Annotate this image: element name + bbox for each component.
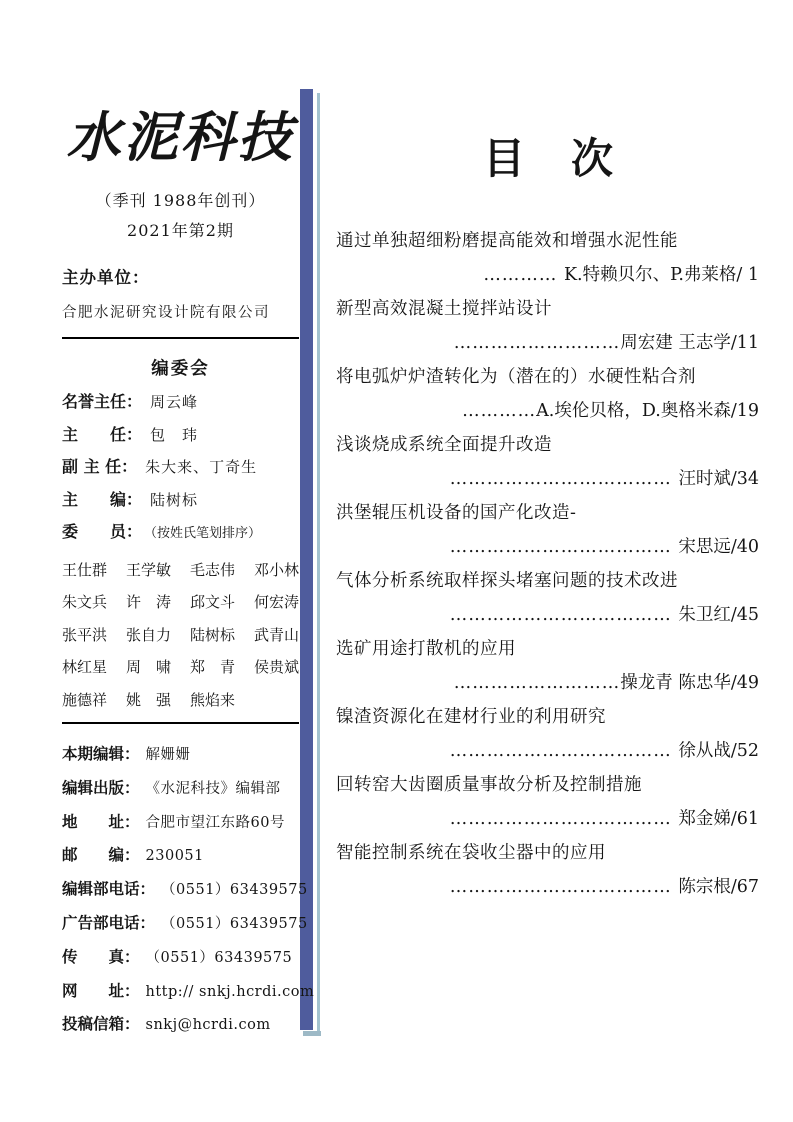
info-row-fax	[62, 941, 299, 975]
organizer-label: 主办单位：	[62, 268, 150, 287]
toc-leader-dots: ………………………………	[449, 537, 679, 557]
role-value: 朱大来、丁奇生	[145, 458, 258, 476]
info-label: 传 真：	[62, 946, 140, 966]
toc-leader-dots: ………………………………	[449, 809, 679, 829]
toc-entry-title: 选矿用途打散机的应用	[336, 639, 516, 659]
member-name-empty	[254, 684, 299, 717]
horizontal-rule-top	[62, 337, 299, 339]
toc-leader-dots: …………	[462, 401, 537, 421]
info-label: 广告部电话：	[62, 912, 156, 932]
role-value: 周云峰	[150, 393, 199, 411]
toc-leader-dots: ………………………	[453, 333, 621, 353]
toc-entry-title: 回转窑大齿圈质量事故分析及控制措施	[336, 775, 642, 795]
toc-entry-authors-page	[336, 394, 762, 428]
info-row-issue-editor	[62, 738, 299, 772]
toc-entry	[336, 836, 762, 904]
info-value: （0551）63439575	[161, 915, 308, 932]
member-name: 陆树标	[189, 625, 235, 644]
info-row-postcode	[62, 839, 299, 873]
info-value: （0551）63439575	[145, 949, 293, 966]
toc-entry	[336, 768, 762, 836]
member-name: 熊焰来	[189, 690, 235, 709]
info-row-ad-phone	[62, 907, 308, 941]
toc-entry-title: 镍渣资源化在建材行业的利用研究	[336, 707, 606, 727]
member-name: 张平洪	[62, 625, 108, 644]
toc-entry-authors-page	[336, 462, 762, 496]
role-value-note: （按姓氏笔划排序）	[144, 526, 262, 541]
info-label: 编辑出版：	[62, 777, 140, 797]
member-name: 王仕群	[62, 560, 108, 579]
role-row-chief-editor	[62, 484, 299, 517]
role-value: 包 玮	[150, 425, 199, 444]
toc-entry	[336, 564, 762, 632]
toc-authors-page: A.埃伦贝格，D.奥格米森/19	[536, 401, 759, 421]
info-label: 投稿信箱：	[62, 1014, 140, 1034]
member-name: 邓小林	[253, 560, 299, 579]
role-value: 陆树标	[150, 490, 199, 509]
member-name: 许 涛	[125, 593, 171, 611]
toc-entry	[336, 632, 762, 700]
role-row-director	[62, 419, 299, 452]
role-label: 副 主 任：	[62, 457, 138, 476]
divider-thin-line	[317, 93, 320, 1034]
info-row-editorial-phone	[62, 873, 308, 907]
masthead-column	[62, 98, 315, 1042]
role-row-honorary-director	[62, 386, 299, 419]
info-row-publisher	[62, 772, 299, 806]
toc-entry	[336, 360, 762, 428]
toc-leader-dots: ………………………………	[449, 741, 679, 761]
toc-authors-page: 周宏建 王志学/11	[620, 333, 759, 353]
toc-authors-page: 汪时斌/34	[678, 469, 759, 489]
divider-bar-shadow	[303, 1031, 321, 1036]
toc-entry-title: 浅谈烧成系统全面提升改造	[336, 435, 552, 455]
info-row-website	[62, 975, 315, 1009]
toc-authors-page: 操龙青 陈忠华/49	[620, 673, 759, 693]
toc-leader-dots: ………………………………	[449, 469, 679, 489]
member-name: 周 啸	[125, 658, 171, 676]
toc-authors-page: 陈宗根/67	[678, 877, 759, 897]
toc-entry-title: 智能控制系统在袋收尘器中的应用	[336, 843, 606, 863]
info-label: 编辑部电话：	[62, 879, 156, 899]
toc-entry	[336, 292, 762, 360]
members-grid	[62, 554, 299, 717]
member-name: 郑 青	[189, 658, 235, 676]
role-label: 主 任：	[62, 424, 143, 444]
toc-entry	[336, 496, 762, 564]
info-value: 解姗姗	[145, 747, 191, 763]
toc-authors-page: K.特赖贝尔、P.弗莱格/ 1	[563, 265, 759, 285]
info-label: 地 址：	[62, 811, 140, 831]
member-name: 张自力	[125, 625, 171, 644]
toc-entry-authors-page	[336, 870, 762, 904]
toc-entry-authors-page	[336, 530, 762, 564]
info-value: 《水泥科技》编辑部	[145, 780, 281, 797]
toc-entry-authors-page	[336, 258, 762, 292]
toc-entry-title: 洪堡辊压机设备的国产化改造-	[336, 503, 577, 523]
toc-entry-title: 新型高效混凝土搅拌站设计	[336, 299, 552, 319]
toc-authors-page: 朱卫红/45	[678, 605, 759, 625]
toc-entry-authors-page	[336, 666, 762, 700]
member-name: 武青山	[253, 625, 299, 644]
toc-entry-authors-page	[336, 734, 762, 768]
role-row-members	[62, 516, 299, 551]
info-label: 邮 编：	[62, 845, 140, 865]
toc-heading: 目 次	[482, 134, 615, 183]
toc-entry-authors-page	[336, 598, 762, 632]
toc-authors-page: 徐从战/52	[678, 741, 759, 761]
issue-number: 2021年第2期	[127, 221, 234, 240]
info-row-address	[62, 806, 299, 840]
journal-subtitle: （季刊 1988年创刊）	[95, 191, 266, 210]
member-name: 侯贵斌	[253, 658, 299, 676]
editorial-board-heading: 编委会	[151, 359, 210, 379]
member-name: 林红星	[62, 658, 108, 676]
info-value: （0551）63439575	[161, 882, 308, 899]
info-value: 230051	[145, 848, 204, 865]
toc-authors-page: 宋思远/40	[678, 537, 759, 557]
member-name: 邱文斗	[189, 593, 235, 611]
info-label: 本期编辑：	[62, 744, 140, 763]
toc-leader-dots: ………………………………	[449, 877, 679, 897]
toc-leader-dots: …………	[483, 265, 564, 285]
info-value website-url: http:// snkj.hcrdi.com	[145, 983, 315, 1000]
toc-entry-title: 气体分析系统取样探头堵塞问题的技术改进	[336, 571, 678, 591]
member-name: 朱文兵	[62, 593, 108, 611]
toc-entry-title: 将电弧炉炉渣转化为（潜在的）水硬性粘合剂	[336, 367, 696, 387]
toc-entry-authors-page	[336, 326, 762, 360]
toc-leader-dots: ………………………	[453, 673, 621, 693]
role-row-deputy-director	[62, 451, 299, 484]
info-label: 网 址：	[62, 980, 140, 1000]
toc-entry	[336, 224, 762, 292]
organizer-name: 合肥水泥研究设计院有限公司	[62, 305, 270, 321]
toc-entry-title: 通过单独超细粉磨提高能效和增强水泥性能	[336, 231, 678, 251]
horizontal-rule-bottom	[62, 722, 299, 724]
member-name: 毛志伟	[189, 560, 235, 579]
role-label: 名誉主任：	[62, 392, 143, 411]
role-label: 主 编：	[62, 489, 143, 509]
publication-info	[62, 738, 315, 1042]
toc-authors-page: 郑金娣/61	[678, 809, 759, 829]
toc-column	[336, 126, 762, 904]
toc-leader-dots: ………………………………	[449, 605, 679, 625]
member-name: 王学敏	[125, 560, 171, 579]
member-name: 何宏涛	[253, 593, 299, 611]
info-value: 合肥市望江东路60号	[145, 814, 285, 831]
toc-entry	[336, 428, 762, 496]
member-name: 施德祥	[62, 690, 108, 709]
info-value email-address: snkj@hcrdi.com	[145, 1017, 271, 1034]
toc-entry-authors-page	[336, 802, 762, 836]
member-name: 姚 强	[125, 690, 171, 709]
role-label: 委 员：	[62, 522, 143, 541]
toc-entry	[336, 700, 762, 768]
info-row-submission-email	[62, 1008, 299, 1042]
journal-title: 水泥科技	[66, 105, 295, 169]
